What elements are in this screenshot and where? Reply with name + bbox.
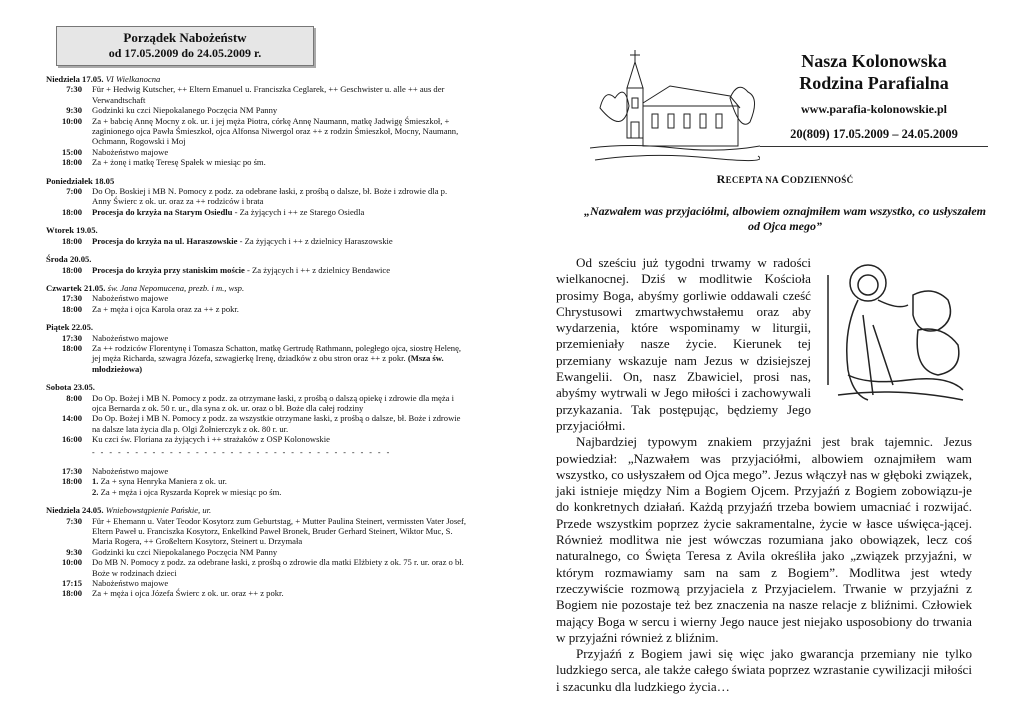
church-icon (590, 48, 760, 168)
entry-text: Für + Ehemann u. Vater Teodor Kosytorz zum Geburtstag, + Mutter Paulina Steinert, vermissten Vater Josef, Eltern Paweł u. Franciszka Kosytorz, Enkelkind Paweł Bronek, Bruder Gerhard Steinert, Wiktor Muc, S. Maria Rogera, ++ Großeltern Kosytorz, Steinert u. Drzymała (92, 515, 467, 547)
schedule-entry (46, 333, 466, 343)
schedule-entry (46, 147, 466, 157)
entry-text: 1. Za + syna Henryka Maniera z ok. ur. 2. Za + męża i ojca Ryszarda Koprek w miesiąc po śm. (92, 476, 282, 497)
entry-text: Do MB N. Pomocy z podz. za odebrane łaski, z prośbą o zdrowie dla matki Elżbiety z ok. 75 r. ur. oraz o bł. Boże w rodzinach dzieci (92, 557, 464, 578)
schedule-entry (46, 588, 466, 598)
schedule-entry (46, 84, 466, 105)
entry-text: Do Op. Boskiej i MB N. Pomocy z podz. za odebrane łaski, z prośbą o dalsze, bł. Boże i zdrowie dla p. Anny Świerc z ok. ur. oraz za ++ rodziców i brata (92, 186, 448, 207)
good-shepherd-icon (818, 255, 968, 410)
paragraph-2: Najbardziej typowym znakiem przyjaźni jest brak tajemnic. Jezus powiedział: „Nazwałem was przyjaciółmi, albowiem oznajmiłem wam wszystko, co usłyszałem od Ojca mego”. Jezus włączył nas w głęboki związek, jaki istnieje między Nim a Bogiem Ojcem. Przyjaźń z Bogiem zobowiązu-je do konkretnych działań. Każdą przyjaźń trzeba bowiem umacniać i rozwijać. Przede wszystkim poprzez życie sakramentalne, życie w łasce uświęca-jącej. Również modlitwa nie jest wówczas rozumiana jako obowiązek, lecz coś naturalnego, co Święta Teresa z Avila określiła jako „związek przyjaźni, w którym rozmawiamy sam na sam z Bogiem”. Modlitwa jest wtedy rzeczywiście rozmową przyjaciela z Przyjacielem. Trwanie w przyjaźni z Bogiem nie pozostaje też bez znaczenia na nasze relacje z bliźnimi. Człowiek mający Boga w sercu i wierny Jego nauce jest niejako usposobiony do trwania w przyjaźni również z bliźnim. (556, 434, 972, 645)
entry-time: 17:30 (61, 293, 82, 304)
day-label: Piątek 22.05. (46, 322, 94, 333)
day-heading (46, 254, 466, 264)
entry-time: 18:00 (61, 157, 82, 168)
schedule-title: Porządek Nabożeństw (123, 30, 247, 45)
schedule-day (46, 254, 466, 275)
schedule-day (46, 74, 466, 168)
entry-time: 17:30 (61, 332, 82, 343)
day-subtitle: Wniebowstąpienie Pańskie, ur. (105, 505, 212, 516)
entry-text: Nabożeństwo majowe (92, 146, 169, 157)
schedule-entry (46, 434, 466, 444)
entry-time: 16:00 (61, 434, 82, 445)
issue-info: 20(809) 17.05.2009 – 24.05.2009 (760, 127, 988, 147)
entry-time: 18:00 (61, 476, 82, 487)
day-label: Czwartek 21.05. (46, 282, 106, 293)
article-body (556, 255, 972, 695)
entry-text: Ku czci św. Floriana za żyjących i ++ strażaków z OSP Kolonowskie (92, 434, 330, 445)
entry-time: 14:00 (61, 413, 82, 424)
schedule-day (46, 176, 466, 218)
entry-text: Godzinki ku czci Niepokalanego Poczęcia NM Panny (92, 546, 278, 557)
masthead (760, 50, 988, 147)
schedule-day (46, 505, 466, 599)
schedule-entry (46, 393, 466, 414)
schedule-day (46, 225, 466, 246)
day-label: Środa 20.05. (46, 254, 92, 265)
schedule-entry (46, 413, 466, 434)
schedule-entry (46, 157, 466, 167)
day-heading (46, 322, 466, 332)
day-subtitle: św. Jana Nepomucena, prezb. i m., wsp. (107, 282, 245, 293)
schedule-entry (46, 516, 466, 547)
schedule-dates: od 17.05.2009 do 24.05.2009 r. (108, 46, 262, 60)
entry-text: Procesja do krzyża na Starym Osiedlu - Za żyjących i ++ ze Starego Osiedla (92, 206, 365, 217)
entry-text: Nabożeństwo majowe (92, 332, 169, 343)
schedule-day (46, 382, 466, 497)
entry-text: Procesja do krzyża na ul. Haraszowskie - Za żyjących i ++ z dzielnicy Haraszowskie (92, 235, 393, 246)
schedule-entry (46, 116, 466, 147)
schedule-entry (46, 557, 466, 578)
entry-time: 18:00 (61, 303, 82, 314)
day-subtitle: VI Wielkanocna (105, 74, 161, 84)
entry-text: Nabożeństwo majowe (92, 578, 169, 589)
entry-text: Nabożeństwo majowe (92, 293, 169, 304)
paragraph-1: Od sześciu już tygodni trwamy w radości wielkanocnej. Dziś w modlitwie Kościoła prosimy Boga, abyśmy gorliwie oddawali cześć Chrystusowi zmartwychwstałemu oraz aby wydarzenia, które wspominamy w liturgii, przemieniały nasze życie. Kierunek tej przemiany wskazuje nam Jezus w dzisiejszej Ewangelii. On, nasz Zbawiciel, prosi nas, abyśmy wytrwali w Jego miłości i zachowywali przykazania. Tak postępując, będziemy Jego przyjaciółmi. (556, 255, 811, 433)
schedule-entry (46, 578, 466, 588)
entry-text: Za + żonę i matkę Teresę Spałek w miesiąc po śm. (92, 157, 266, 168)
entry-text: Za + męża i ojca Józefa Świerc z ok. ur. oraz ++ z pokr. (92, 588, 284, 599)
entry-time: 15:00 (61, 146, 82, 157)
entry-time: 8:00 (66, 392, 82, 403)
masthead-line1: Nasza Kolonowska (801, 51, 947, 71)
schedule-entry (46, 343, 466, 374)
schedule-day (46, 322, 466, 374)
entry-text: Für + Hedwig Kutscher, ++ Eltern Emanuel u. Franciszka Ceglarek, ++ Geschwister u. alle ++ aus der Verwandtschaft (92, 84, 445, 105)
day-heading (46, 74, 466, 84)
schedule-entry (46, 186, 466, 207)
entry-time: 9:30 (66, 546, 82, 557)
entry-time: 7:00 (66, 186, 82, 197)
website-link[interactable]: www.parafia-kolonowskie.pl (800, 102, 948, 116)
schedule-entry (46, 265, 466, 275)
schedule-entry (46, 207, 466, 217)
entry-text: Do Op. Bożej i MB N. Pomocy z podz. za otrzymane łaski, z prośbą o dalszą opiekę i zdrowie dla męża i ojca Bernarda z ok. 50 r. ur., dla syna z ok. ur. oraz o bł. Boże dla całej rodziny (92, 392, 455, 413)
separator: - - - - - - - - - - - - - - - - - - - - - - - - - - - - - - - - - - - (92, 447, 392, 457)
schedule-day (46, 283, 466, 314)
entry-text: Procesja do krzyża przy staniskim moście - Za żyjących i ++ z dzielnicy Bendawice (92, 264, 391, 275)
schedule-entry (46, 476, 466, 497)
entry-text: Godzinki ku czci Niepokalanego Poczęcia NM Panny (92, 105, 278, 116)
schedule-entry (46, 547, 466, 557)
day-heading (46, 176, 466, 186)
entry-time: 10:00 (61, 557, 82, 568)
entry-time: 17:15 (61, 578, 82, 589)
entry-time: 10:00 (61, 115, 82, 126)
entry-time: 18:00 (61, 588, 82, 599)
schedule-entry (46, 466, 466, 476)
entry-text: Nabożeństwo majowe (92, 466, 169, 476)
entry-time: 18:00 (61, 342, 82, 353)
entry-time: 17:30 (61, 466, 82, 476)
entry-text: Za ++ rodziców Florentynę i Tomasza Schatton, matkę Gertrudę Rathmann, poległego ojca, siostrę Helenę, jej męża Richarda, szwagra Józefa, szwagierkę Irenę, dziadków z obu stron oraz ++ z pokr. (Msza św. młodzieżowa) (92, 342, 462, 374)
day-label: Poniedziałek 18.05 (46, 175, 115, 186)
masthead-line2: Rodzina Parafialna (799, 73, 949, 93)
day-heading (46, 382, 466, 392)
day-label: Sobota 23.05. (46, 382, 95, 393)
entry-time: 18:00 (61, 206, 82, 217)
entry-time: 9:30 (66, 105, 82, 116)
entry-text: Za + męża i ojca Karola oraz za ++ z pokr. (92, 303, 239, 314)
entry-text: Do Op. Bożej i MB N. Pomocy z podz. za wszystkie otrzymane łaski, z prośbą o dalsze, bł. Boże i zdrowie na dalsze lata życia dla p. Olgi Żołnierczyk z ok. 80 r. ur. (92, 413, 461, 434)
schedule-header (56, 26, 314, 66)
schedule-entry (46, 293, 466, 303)
entry-time: 18:00 (61, 264, 82, 275)
day-heading (46, 283, 466, 293)
day-heading (46, 225, 466, 235)
entry-text: Za + babcię Annę Mocny z ok. ur. i jej męża Piotra, córkę Annę Naumann, matkę Jadwigę Śmieszkoł, + zaginionego ojca Pawła Śmieszkoł, ojca Alfonsa Niwergol oraz ++ z rodzin Śmieszkoł, Mocny, Naumann, Ochmann, Rogowski i Moj (92, 115, 459, 147)
day-label: Wtorek 19.05. (46, 225, 98, 236)
day-label: Niedziela 17.05. (46, 74, 104, 84)
schedule-entry (46, 105, 466, 115)
schedule-entry (46, 236, 466, 246)
gospel-quote: „Nazwałem was przyjaciółmi, albowiem oznajmiłem wam wszystko, co usłyszałem od Ojca mego” (583, 204, 987, 233)
day-heading (46, 505, 466, 515)
day-label: Niedziela 24.05. (46, 505, 104, 516)
entry-time: 18:00 (61, 235, 82, 246)
section-title: RECEPTA NA CODZIENNOŚĆ (716, 172, 854, 186)
schedule-days (46, 74, 466, 607)
schedule-entry (46, 304, 466, 314)
paragraph-3: Przyjaźń z Bogiem jawi się więc jako gwarancja przemiany nie tylko ludzkiego serca, ale także całego świata poprzez wzrastanie cywilizacji miłości i szacunku dla ludzkiego życia… (556, 646, 972, 694)
entry-time: 7:30 (66, 515, 82, 526)
entry-time: 7:30 (66, 84, 82, 95)
